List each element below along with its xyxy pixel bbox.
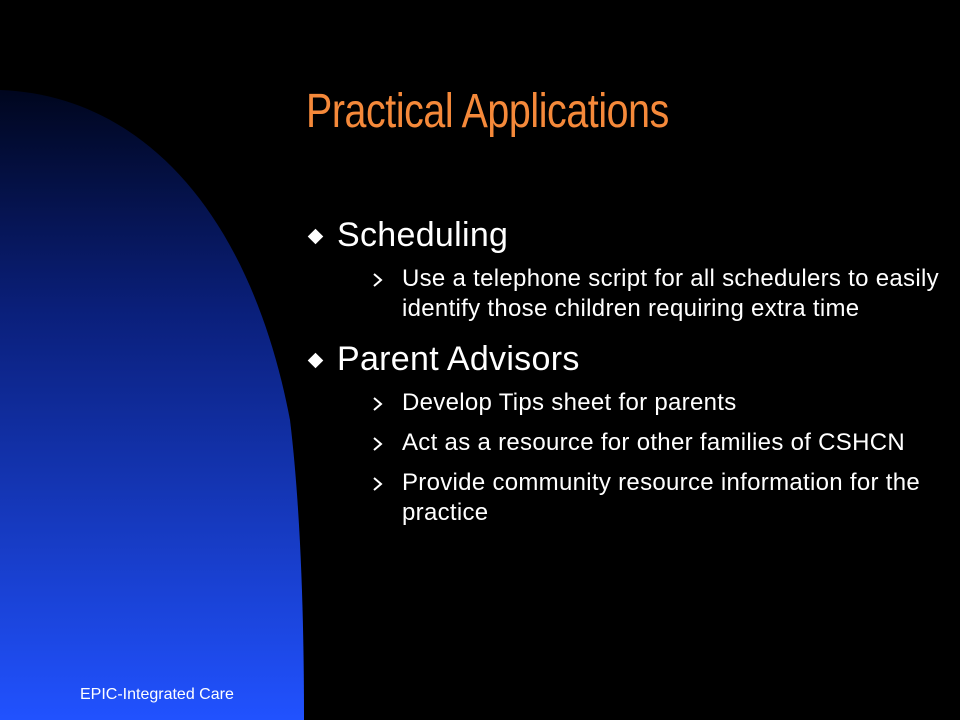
arrow-bullet-icon (370, 437, 386, 451)
arrow-bullet-icon (370, 397, 386, 411)
slide-footer: EPIC-Integrated Care (80, 686, 234, 703)
section-heading: Scheduling (337, 216, 509, 254)
section-parent-advisors (306, 336, 946, 528)
list-item: Use a telephone script for all schedulers to easily identify those children requiring extra time (370, 264, 946, 324)
list-item: Develop Tips sheet for parents (370, 388, 946, 418)
arrow-bullet-icon (370, 477, 386, 491)
section-heading: Parent Advisors (337, 340, 580, 378)
diamond-bullet-icon (308, 353, 324, 369)
list-item: Act as a resource for other families of CSHCN (370, 428, 946, 458)
slide-title: Practical Applications (306, 85, 669, 138)
section-scheduling (306, 212, 946, 324)
diamond-bullet-icon (308, 229, 324, 245)
arrow-bullet-icon (370, 273, 386, 287)
slide-content (306, 212, 946, 540)
list-item: Provide community resource information for the practice (370, 468, 946, 528)
